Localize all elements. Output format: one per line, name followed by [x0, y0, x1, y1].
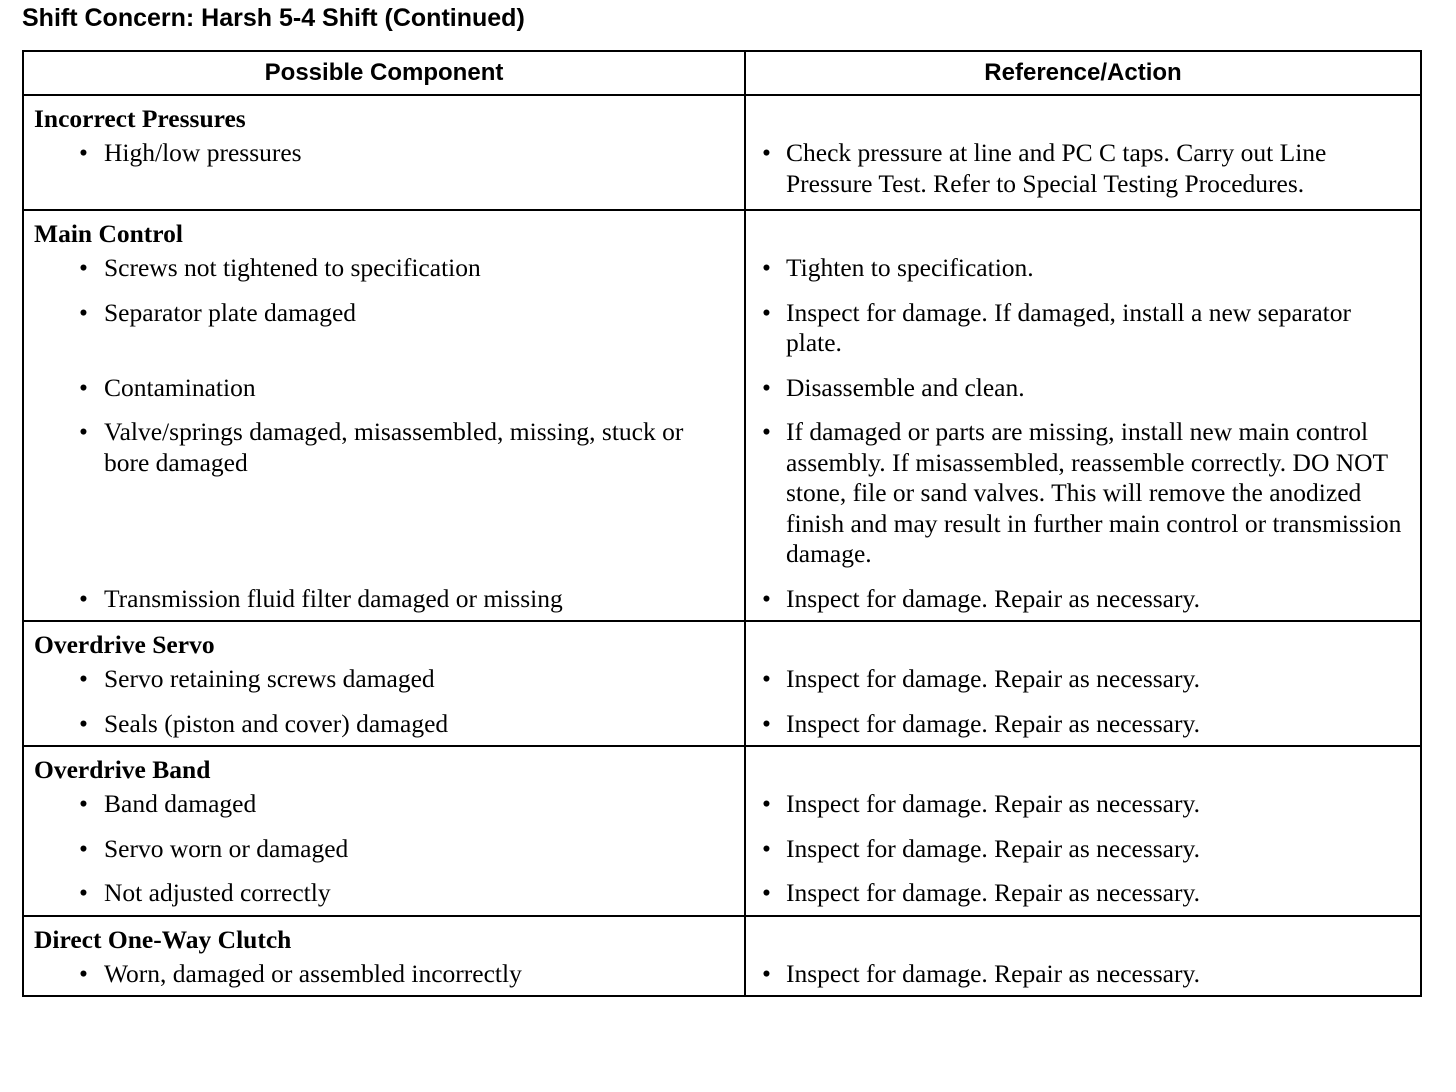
bullet: •: [79, 372, 88, 402]
bullet: •: [79, 833, 88, 863]
bullet: •: [762, 583, 771, 613]
bullet: •: [762, 708, 771, 738]
bullet: •: [762, 958, 771, 988]
action-item: • Inspect for damage. Repair as necessary.: [762, 958, 1200, 988]
table-row: [23, 789, 1421, 834]
bullet: •: [762, 417, 771, 446]
component-item: • High/low pressures: [79, 138, 302, 167]
table-row: [23, 959, 1421, 997]
component-item: • Separator plate damaged: [79, 297, 357, 327]
action-item: • Inspect for damage. Repair as necessary.: [762, 583, 1200, 613]
section-overdrive-servo: [23, 621, 1421, 664]
section-title: Overdrive Band: [34, 755, 211, 784]
table-row: [23, 138, 1421, 210]
table-row: [23, 709, 1421, 747]
table-row: [23, 834, 1421, 879]
component-item: • Contamination: [79, 372, 256, 402]
bullet: •: [762, 372, 771, 402]
section-incorrect-pressures: [23, 95, 1421, 138]
action-item: • If damaged or parts are missing, install new main control assembly. If misassembled, reassemble correctly. DO NOT stone, file or sand valves. This will remove the anodized finish and may result in further main control or transmission damage.: [762, 417, 1402, 568]
bullet: •: [79, 958, 88, 988]
component-item: • Valve/springs damaged, misassembled, missing, stuck or bore damaged: [79, 417, 684, 477]
section-overdrive-band: [23, 746, 1421, 789]
action-item: • Check pressure at line and PC C taps. Carry out Line Pressure Test. Refer to Special Testing Procedures.: [762, 138, 1327, 198]
component-item: • Band damaged: [79, 789, 257, 818]
component-item: • Servo worn or damaged: [79, 833, 349, 863]
table-row: [23, 373, 1421, 418]
action-item: • Inspect for damage. Repair as necessary.: [762, 833, 1200, 863]
bullet: •: [79, 253, 88, 282]
header-reference-action: Reference/Action: [745, 51, 1421, 95]
action-item: • Disassemble and clean.: [762, 372, 1025, 402]
section-title: Direct One-Way Clutch: [34, 924, 292, 954]
bullet: •: [79, 789, 88, 818]
action-item: • Tighten to specification.: [762, 253, 1034, 282]
bullet: •: [762, 789, 771, 818]
section-main-control: [23, 210, 1421, 253]
action-item: • Inspect for damage. Repair as necessary.: [762, 789, 1200, 818]
section-title: Main Control: [34, 219, 183, 248]
section-title: Overdrive Servo: [34, 630, 215, 659]
diagnostic-table: [22, 50, 1422, 997]
bullet: •: [79, 878, 88, 907]
component-item: • Worn, damaged or assembled incorrectly: [79, 958, 522, 988]
component-item: • Transmission fluid filter damaged or missing: [79, 583, 563, 613]
bullet: •: [762, 833, 771, 863]
component-item: • Screws not tightened to specification: [79, 253, 481, 282]
table-row: [23, 584, 1421, 622]
component-item: • Seals (piston and cover) damaged: [79, 708, 449, 738]
action-item: • Inspect for damage. If damaged, install a new separator plate.: [762, 297, 1352, 357]
section-direct-one-way-clutch: [23, 916, 1421, 959]
table-row: [23, 298, 1421, 373]
action-item: • Inspect for damage. Repair as necessary.: [762, 664, 1200, 693]
bullet: •: [79, 664, 88, 693]
bullet: •: [762, 253, 771, 282]
table-row: [23, 878, 1421, 916]
table-row: [23, 417, 1421, 584]
action-item: • Inspect for damage. Repair as necessary.: [762, 708, 1200, 738]
section-title: Incorrect Pressures: [34, 104, 246, 133]
bullet: •: [79, 297, 88, 327]
table-row: [23, 253, 1421, 298]
bullet: •: [762, 138, 771, 167]
table-row: [23, 664, 1421, 709]
bullet: •: [762, 664, 771, 693]
bullet: •: [762, 297, 771, 327]
bullet: •: [79, 583, 88, 613]
bullet: •: [762, 878, 771, 907]
header-possible-component: Possible Component: [23, 51, 745, 95]
bullet: •: [79, 138, 88, 167]
bullet: •: [79, 417, 88, 446]
header-row: [23, 51, 1421, 95]
action-item: • Inspect for damage. Repair as necessary.: [762, 878, 1200, 907]
page-title: Shift Concern: Harsh 5-4 Shift (Continued): [22, 4, 525, 32]
component-item: • Servo retaining screws damaged: [79, 664, 435, 693]
component-item: • Not adjusted correctly: [79, 878, 331, 907]
bullet: •: [79, 708, 88, 738]
